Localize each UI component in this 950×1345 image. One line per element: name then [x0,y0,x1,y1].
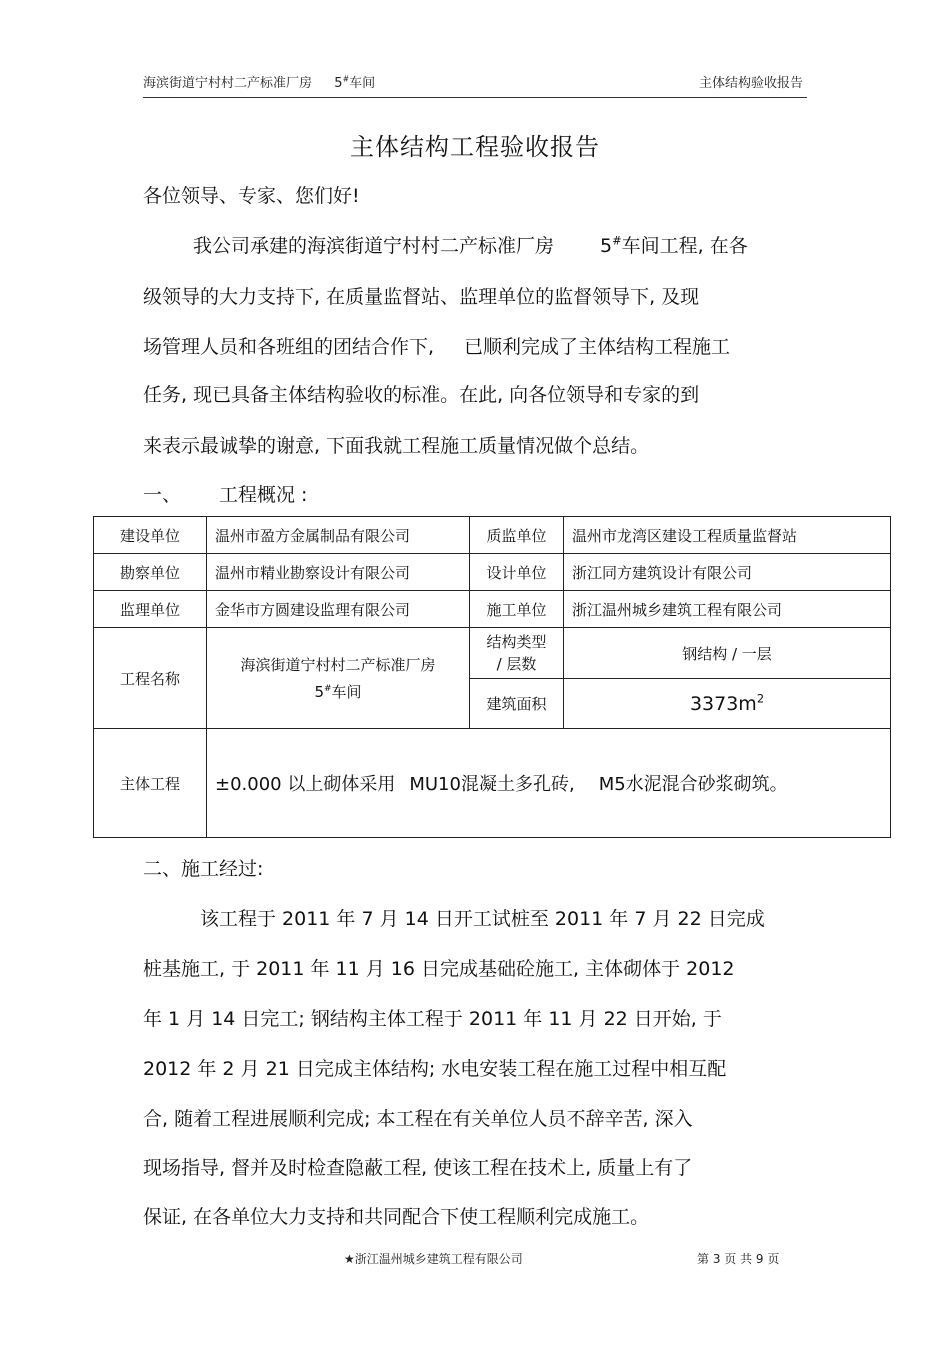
cell-area [564,679,891,729]
structure-label-line-2: / 层数 [496,655,537,673]
table-row [94,591,891,628]
section-2-heading: 二、施工经过: [143,858,264,880]
intro-line-3a: 场管理人员和各班组的团结合作下, [143,336,435,358]
table-row [94,729,891,838]
cell-label-quality-supervision: 质监单位 [470,517,564,554]
greeting: 各位领导、专家、您们好! [143,185,360,207]
intro-unit-number: 5 [600,235,613,257]
running-header-project [143,72,375,91]
section-1-number: 一、 [143,484,182,506]
process-line-5: 合, 随着工程进展顺利完成; 本工程在有关单位人员不辞辛苦, 深入 [143,1108,693,1130]
cell-label-project-name: 工程名称 [94,628,207,729]
process-line-2: 桩基施工, 于 2011 年 11 月 16 日完成基础砼施工, 主体砌体于 2012 [143,958,735,980]
section-1-heading [143,480,307,507]
section-1-title: 工程概况 : [219,484,308,506]
project-overview-table [93,516,891,838]
cell-label-structure [470,628,564,679]
cell-main-works [207,729,891,838]
area-value: 3373m [689,692,757,715]
intro-line-3 [143,332,730,359]
cell-label-design: 设计单位 [470,554,564,591]
intro-line-1a: 我公司承建的海滨街道宁村村二产标准厂房 [193,235,555,257]
header-project-name: 海滨街道宁村村二产标准厂房 [143,76,313,91]
project-unit-number: 5 [314,683,324,701]
cell-label-main-works: 主体工程 [94,729,207,838]
intro-line-1 [193,231,748,258]
footer-company: ★浙江温州城乡建筑工程有限公司 [344,1252,523,1266]
project-unit-sup: # [323,684,332,694]
intro-unit-sup: # [612,233,622,248]
intro-line-4: 任务, 现已具备主体结构验收的标准。在此, 向各位领导和专家的到 [143,384,700,406]
table-row [94,517,891,554]
main-works-part-c: 混凝土多孔砖, [460,774,575,795]
process-line-1: 该工程于 2011 年 7 月 14 日开工试桩至 2011 年 7 月 22 日完成 [200,908,765,930]
cell-project-name [207,628,470,729]
intro-line-1b: 车间工程, 在各 [621,235,748,257]
cell-survey: 温州市精业勘察设计有限公司 [207,554,470,591]
main-works-part-b: MU10 [409,774,461,795]
main-works-part-d: M5水泥混合砂浆砌筑。 [598,774,788,795]
header-unit-sup: # [342,74,350,84]
cell-structure: 钢结构 / 一层 [564,628,891,679]
cell-label-construction: 施工单位 [470,591,564,628]
intro-line-3b: 已顺利完成了主体结构工程施工 [464,336,731,358]
project-unit-suffix: 车间 [331,683,362,701]
area-unit-sup: 2 [756,691,765,706]
table-row [94,554,891,591]
intro-line-2: 级领导的大力支持下, 在质量监督站、监理单位的监督领导下, 及现 [143,286,700,308]
cell-label-survey: 勘察单位 [94,554,207,591]
process-line-6: 现场指导, 督并及时检查隐蔽工程, 使该工程在技术上, 质量上有了 [143,1157,693,1179]
structure-label-line-1: 结构类型 [486,633,547,651]
running-header-doctitle: 主体结构验收报告 [698,76,803,91]
header-unit-suffix: 车间 [349,76,376,91]
table-row [94,628,891,679]
cell-label-supervision: 监理单位 [94,591,207,628]
header-unit-number: 5 [334,76,343,91]
process-line-4: 2012 年 2 月 21 日完成主体结构; 水电安装工程在施工过程中相互配 [143,1058,727,1080]
cell-design: 浙江同方建筑设计有限公司 [564,554,891,591]
project-name-line-1: 海滨街道宁村村二产标准厂房 [240,656,436,674]
page-title: 主体结构工程验收报告 [350,133,600,161]
main-works-part-a: ±0.000 以上砌体采用 [215,774,396,795]
process-line-7: 保证, 在各单位大力支持和共同配合下使工程顺利完成施工。 [143,1206,650,1228]
header-rule [143,97,807,98]
cell-quality-supervision: 温州市龙湾区建设工程质量监督站 [564,517,891,554]
intro-line-5: 来表示最诚挚的谢意, 下面我就工程施工质量情况做个总结。 [143,435,650,457]
cell-owner: 温州市盈方金属制品有限公司 [207,517,470,554]
process-line-3: 年 1 月 14 日完工; 钢结构主体工程于 2011 年 11 月 22 日开始, 于 [143,1008,722,1030]
cell-label-owner: 建设单位 [94,517,207,554]
cell-supervision: 金华市方圆建设监理有限公司 [207,591,470,628]
cell-construction: 浙江温州城乡建筑工程有限公司 [564,591,891,628]
footer-page-number: 第 3 页 共 9 页 [697,1252,780,1266]
cell-label-area: 建筑面积 [470,679,564,729]
